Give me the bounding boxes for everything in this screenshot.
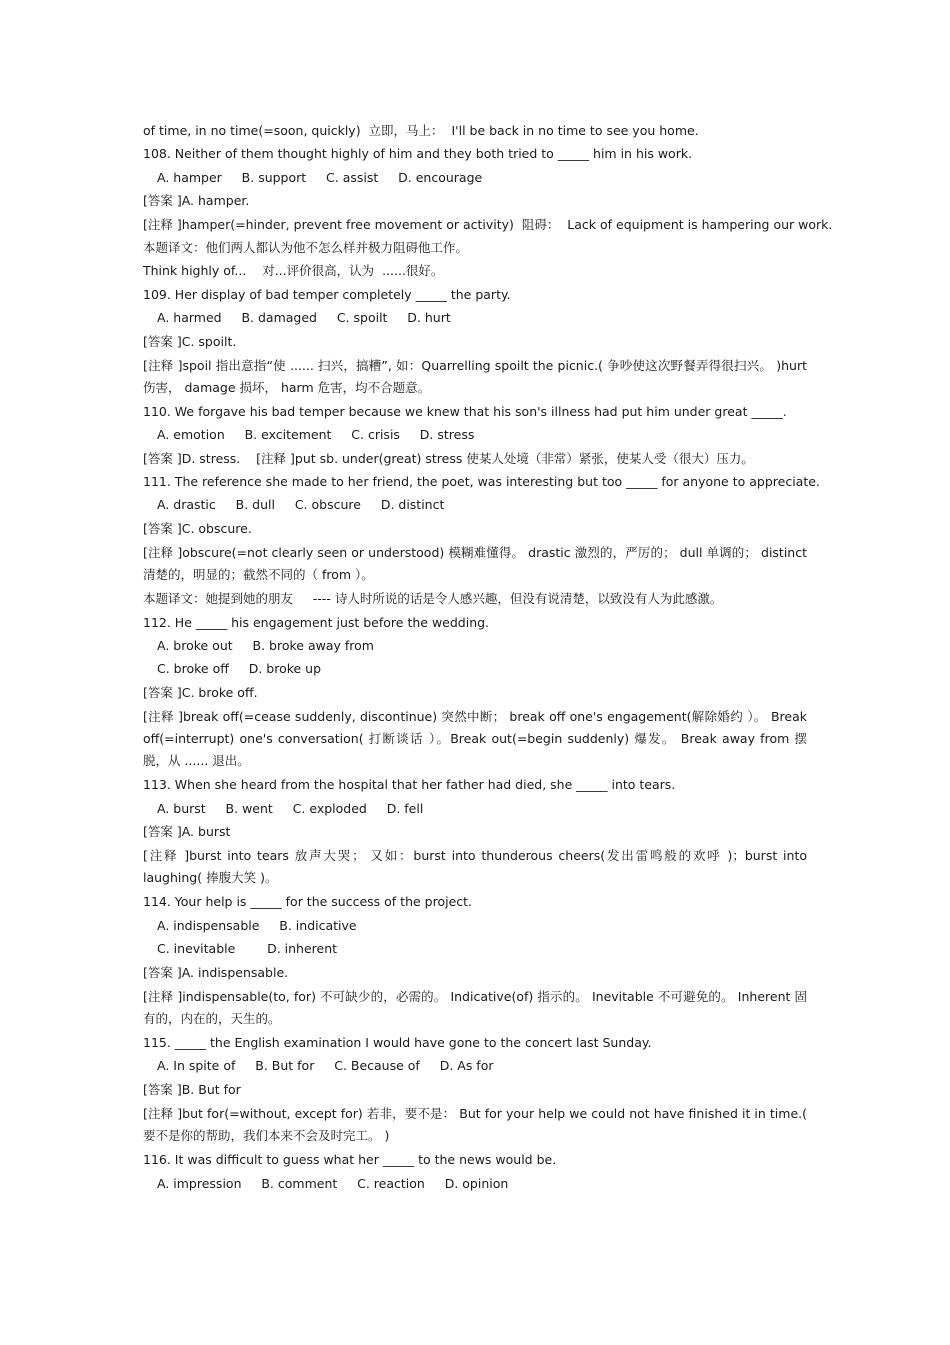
text-line: 110. We forgave his bad temper because we knew that his son's illness had put him under great _____. — [143, 403, 787, 419]
text-line: 116. It was difficult to guess what her _____ to the news would be. — [143, 1152, 557, 1168]
text-line: Think highly of... 对...评价很高，认为 ......很好。 — [143, 263, 444, 279]
text-line: 本题译文：他们两人都认为他不怎么样并极力阻碍他工作。 — [143, 239, 469, 255]
text-line: [注释 ]but for(=without, except for) 若非，要不是： But for your help we could not have finished it in time.( 要不是你的帮助，我们本来不会及时完工。 ) — [143, 1106, 807, 1144]
text-line: 113. When she heard from the hospital that her father had died, she _____ into tears. — [143, 777, 676, 793]
answer-options: A. impression B. comment C. reaction D. opinion — [157, 1175, 509, 1191]
text-line: [注释 ]break off(=cease suddenly, discontinue) 突然中断； break off one's engagement(解除婚约 ）。 Break off(=interrupt) one's conversation( 打断谈话 ）。Break out(=begin suddenly) 爆发。 Break away from 摆脱，从 ...... 退出。 — [143, 709, 807, 769]
answer-options: A. In spite of B. But for C. Because of D. As for — [157, 1058, 494, 1074]
text-line: [答案 ]B. But for — [143, 1081, 241, 1097]
text-line: 本题译文：她提到她的朋友 ---- 诗人时所说的话是令人感兴趣，但没有说清楚，以致没有人为此感激。 — [143, 591, 723, 607]
answer-options: A. broke out B. broke away from — [157, 638, 374, 654]
text-line: 109. Her display of bad temper completely _____ the party. — [143, 286, 511, 302]
text-line: [答案 ]C. broke off. — [143, 684, 258, 700]
text-line: 114. Your help is _____ for the success of the project. — [143, 894, 473, 910]
text-line: [答案 ]A. burst — [143, 823, 231, 839]
document-page — [143, 121, 833, 1197]
text-line: 115. _____ the English examination I would have gone to the concert last Sunday. — [143, 1034, 652, 1050]
text-line: [注释 ]obscure(=not clearly seen or understood) 模糊难懂得。 drastic 激烈的，严厉的； dull 单调的； distinct 清楚的，明显的；截然不同的（ from ）。 — [143, 545, 807, 583]
answer-options: A. hamper B. support C. assist D. encourage — [157, 169, 483, 185]
text-line: [答案 ]A. indispensable. — [143, 964, 289, 980]
text-line: [答案 ]C. spoilt. — [143, 333, 237, 349]
text-line: [注释 ]hamper(=hinder, prevent free movement or activity) 阻碍： Lack of equipment is hampering our work. — [143, 216, 833, 232]
text-line: [注释 ]indispensable(to, for) 不可缺少的，必需的。 Indicative(of) 指示的。 Inevitable 不可避免的。 Inherent 固有的，内在的，天生的。 — [143, 988, 807, 1026]
text-line: [注释 ]burst into tears 放声大哭； 又如：burst into thunderous cheers(发出雷鸣般的欢呼 )；burst into laughing( 捧腹大笑 )。 — [143, 848, 807, 886]
text-line: [答案 ]C. obscure. — [143, 520, 252, 536]
text-line: [注释 ]spoil 指出意指“使 ...... 扫兴，搞糟”, 如：Quarrelling spoilt the picnic.( 争吵使这次野餐弄得很扫兴。 )hurt 伤害， damage 损坏， harm 危害，均不合题意。 — [143, 357, 807, 395]
text-line: 108. Neither of them thought highly of him and they both tried to _____ him in his work. — [143, 146, 693, 162]
text-line: 111. The reference she made to her friend, the poet, was interesting but too _____ for anyone to appreciate. — [143, 474, 820, 490]
answer-options: A. harmed B. damaged C. spoilt D. hurt — [157, 310, 451, 326]
answer-options: C. broke off D. broke up — [157, 661, 322, 677]
answer-options: A. burst B. went C. exploded D. fell — [157, 800, 424, 816]
text-line: [答案 ]D. stress. [注释 ]put sb. under(great) stress 使某人处境（非常）紧张，使某人受（很大）压力。 — [143, 450, 754, 466]
text-line: 112. He _____ his engagement just before the wedding. — [143, 614, 490, 630]
answer-options: A. drastic B. dull C. obscure D. distinct — [157, 497, 445, 513]
text-line: [答案 ]A. hamper. — [143, 193, 250, 209]
answer-options: C. inevitable D. inherent — [157, 941, 338, 957]
answer-options: A. indispensable B. indicative — [157, 917, 357, 933]
answer-options: A. emotion B. excitement C. crisis D. stress — [157, 427, 475, 443]
text-line: of time, in no time(=soon, quickly) 立即，马上： I'll be back in no time to see you home. — [143, 123, 699, 138]
